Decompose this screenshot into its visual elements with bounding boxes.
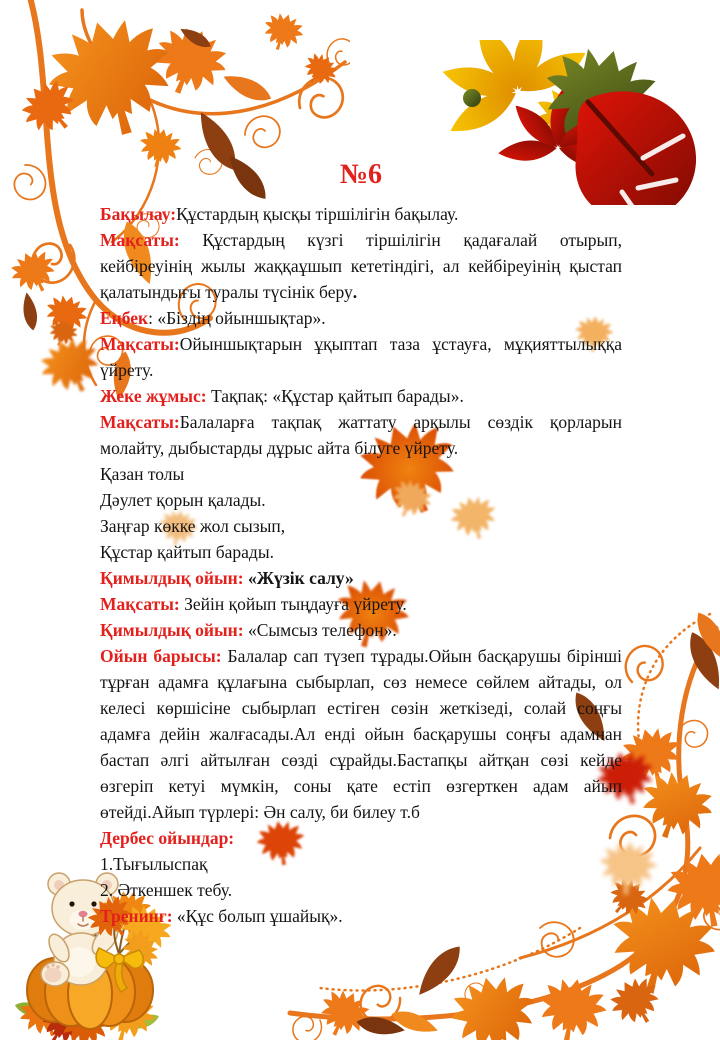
paragraph	[100, 851, 622, 877]
paragraph	[100, 461, 622, 487]
document-text-block	[100, 158, 622, 929]
text-segment: Балаларға тақпақ жаттату арқылы сөздік қорларын молайту, дыбыстарды дұрыс айта білуге үйрету.	[100, 412, 622, 458]
section-label: Қимылдық ойын:	[100, 620, 248, 640]
paragraph	[100, 565, 622, 591]
section-label: Дербес ойындар:	[100, 828, 235, 848]
section-label: Жеке жұмыс:	[100, 386, 211, 406]
paragraph	[100, 409, 622, 461]
paragraph	[100, 643, 622, 825]
text-segment: Дәулет қорын қалады.	[100, 490, 266, 510]
paragraph	[100, 513, 622, 539]
section-label: Бақылау:	[100, 204, 177, 224]
text-segment: 1.Тығылыспақ	[100, 854, 208, 874]
document-body	[100, 201, 622, 929]
text-segment: Балалар сап түзеп тұрады.Ойын басқарушы бірінші тұрған адамға құлағына сыбырлап, сөз немесе сөйлем айтады, ол келесі көршісіне сыбырлап естіген сөзін жеткізеді, солай соңғы адамға дейін жалғасады.Ал енді ойын басқарушы соңғы адамнан бастап әлгі айтылған сөзді сұрайды.Бастапқы айтқан сөзі кейде өзгеріп кетуі мүмкін, соны қате естіп өзгерткен адам айып өтейді.Айып түрлері: Ән салу, би билеу т.б	[100, 646, 622, 822]
paragraph	[100, 617, 622, 643]
paragraph	[100, 305, 622, 331]
text-segment: «Құс болып ұшайық».	[176, 906, 343, 926]
paragraph	[100, 903, 622, 929]
section-label: Еңбек	[100, 308, 149, 328]
paragraph	[100, 487, 622, 513]
text-segment: «Жүзік салу»	[247, 568, 354, 588]
section-label: Мақсаты:	[100, 334, 180, 354]
section-label: Қимылдық ойын:	[100, 568, 248, 588]
text-segment: Құстардың күзгі тіршілігін қадағалай отырып, кейбіреуінің жылы жаққаұшып кететіндігі, ал кейбіреуінің қыстап қалатындығы туралы түсінік беру	[100, 230, 622, 302]
paragraph	[100, 383, 622, 409]
paragraph	[100, 227, 622, 305]
paragraph	[100, 331, 622, 383]
section-label: Мақсаты:	[100, 412, 180, 432]
paragraph	[100, 539, 622, 565]
section-label: Мақсаты:	[100, 594, 185, 614]
paragraph	[100, 591, 622, 617]
green-bud-icon	[463, 89, 481, 107]
text-segment: Ойыншықтарын ұқыптап таза ұстауға, мұқияттылыққа үйрету.	[100, 334, 622, 380]
text-segment: Қазан толы	[100, 464, 185, 484]
text-segment: Зейін қойып тыңдауға үйрету.	[184, 594, 407, 614]
section-label: Тренинг:	[100, 906, 177, 926]
text-segment: .	[352, 282, 358, 302]
paragraph	[100, 877, 622, 903]
text-segment: Құстардың қысқы тіршілігін бақылау.	[176, 204, 459, 224]
text-segment: Тақпақ: «Құстар қайтып барады».	[210, 386, 464, 406]
section-label: Ойын барысы:	[100, 646, 228, 666]
section-label: Мақсаты:	[100, 230, 203, 250]
paragraph	[100, 201, 622, 227]
text-segment: «Сымсыз телефон».	[247, 620, 397, 640]
text-segment: Құстар қайтып барады.	[100, 542, 274, 562]
text-segment: 2. Әткеншек тебу.	[100, 880, 233, 900]
text-segment: Заңғар көкке жол сызып,	[100, 516, 286, 536]
page-title: №6	[339, 159, 383, 190]
text-segment: : «Біздің ойыншықтар».	[148, 308, 326, 328]
paragraph	[100, 825, 622, 851]
